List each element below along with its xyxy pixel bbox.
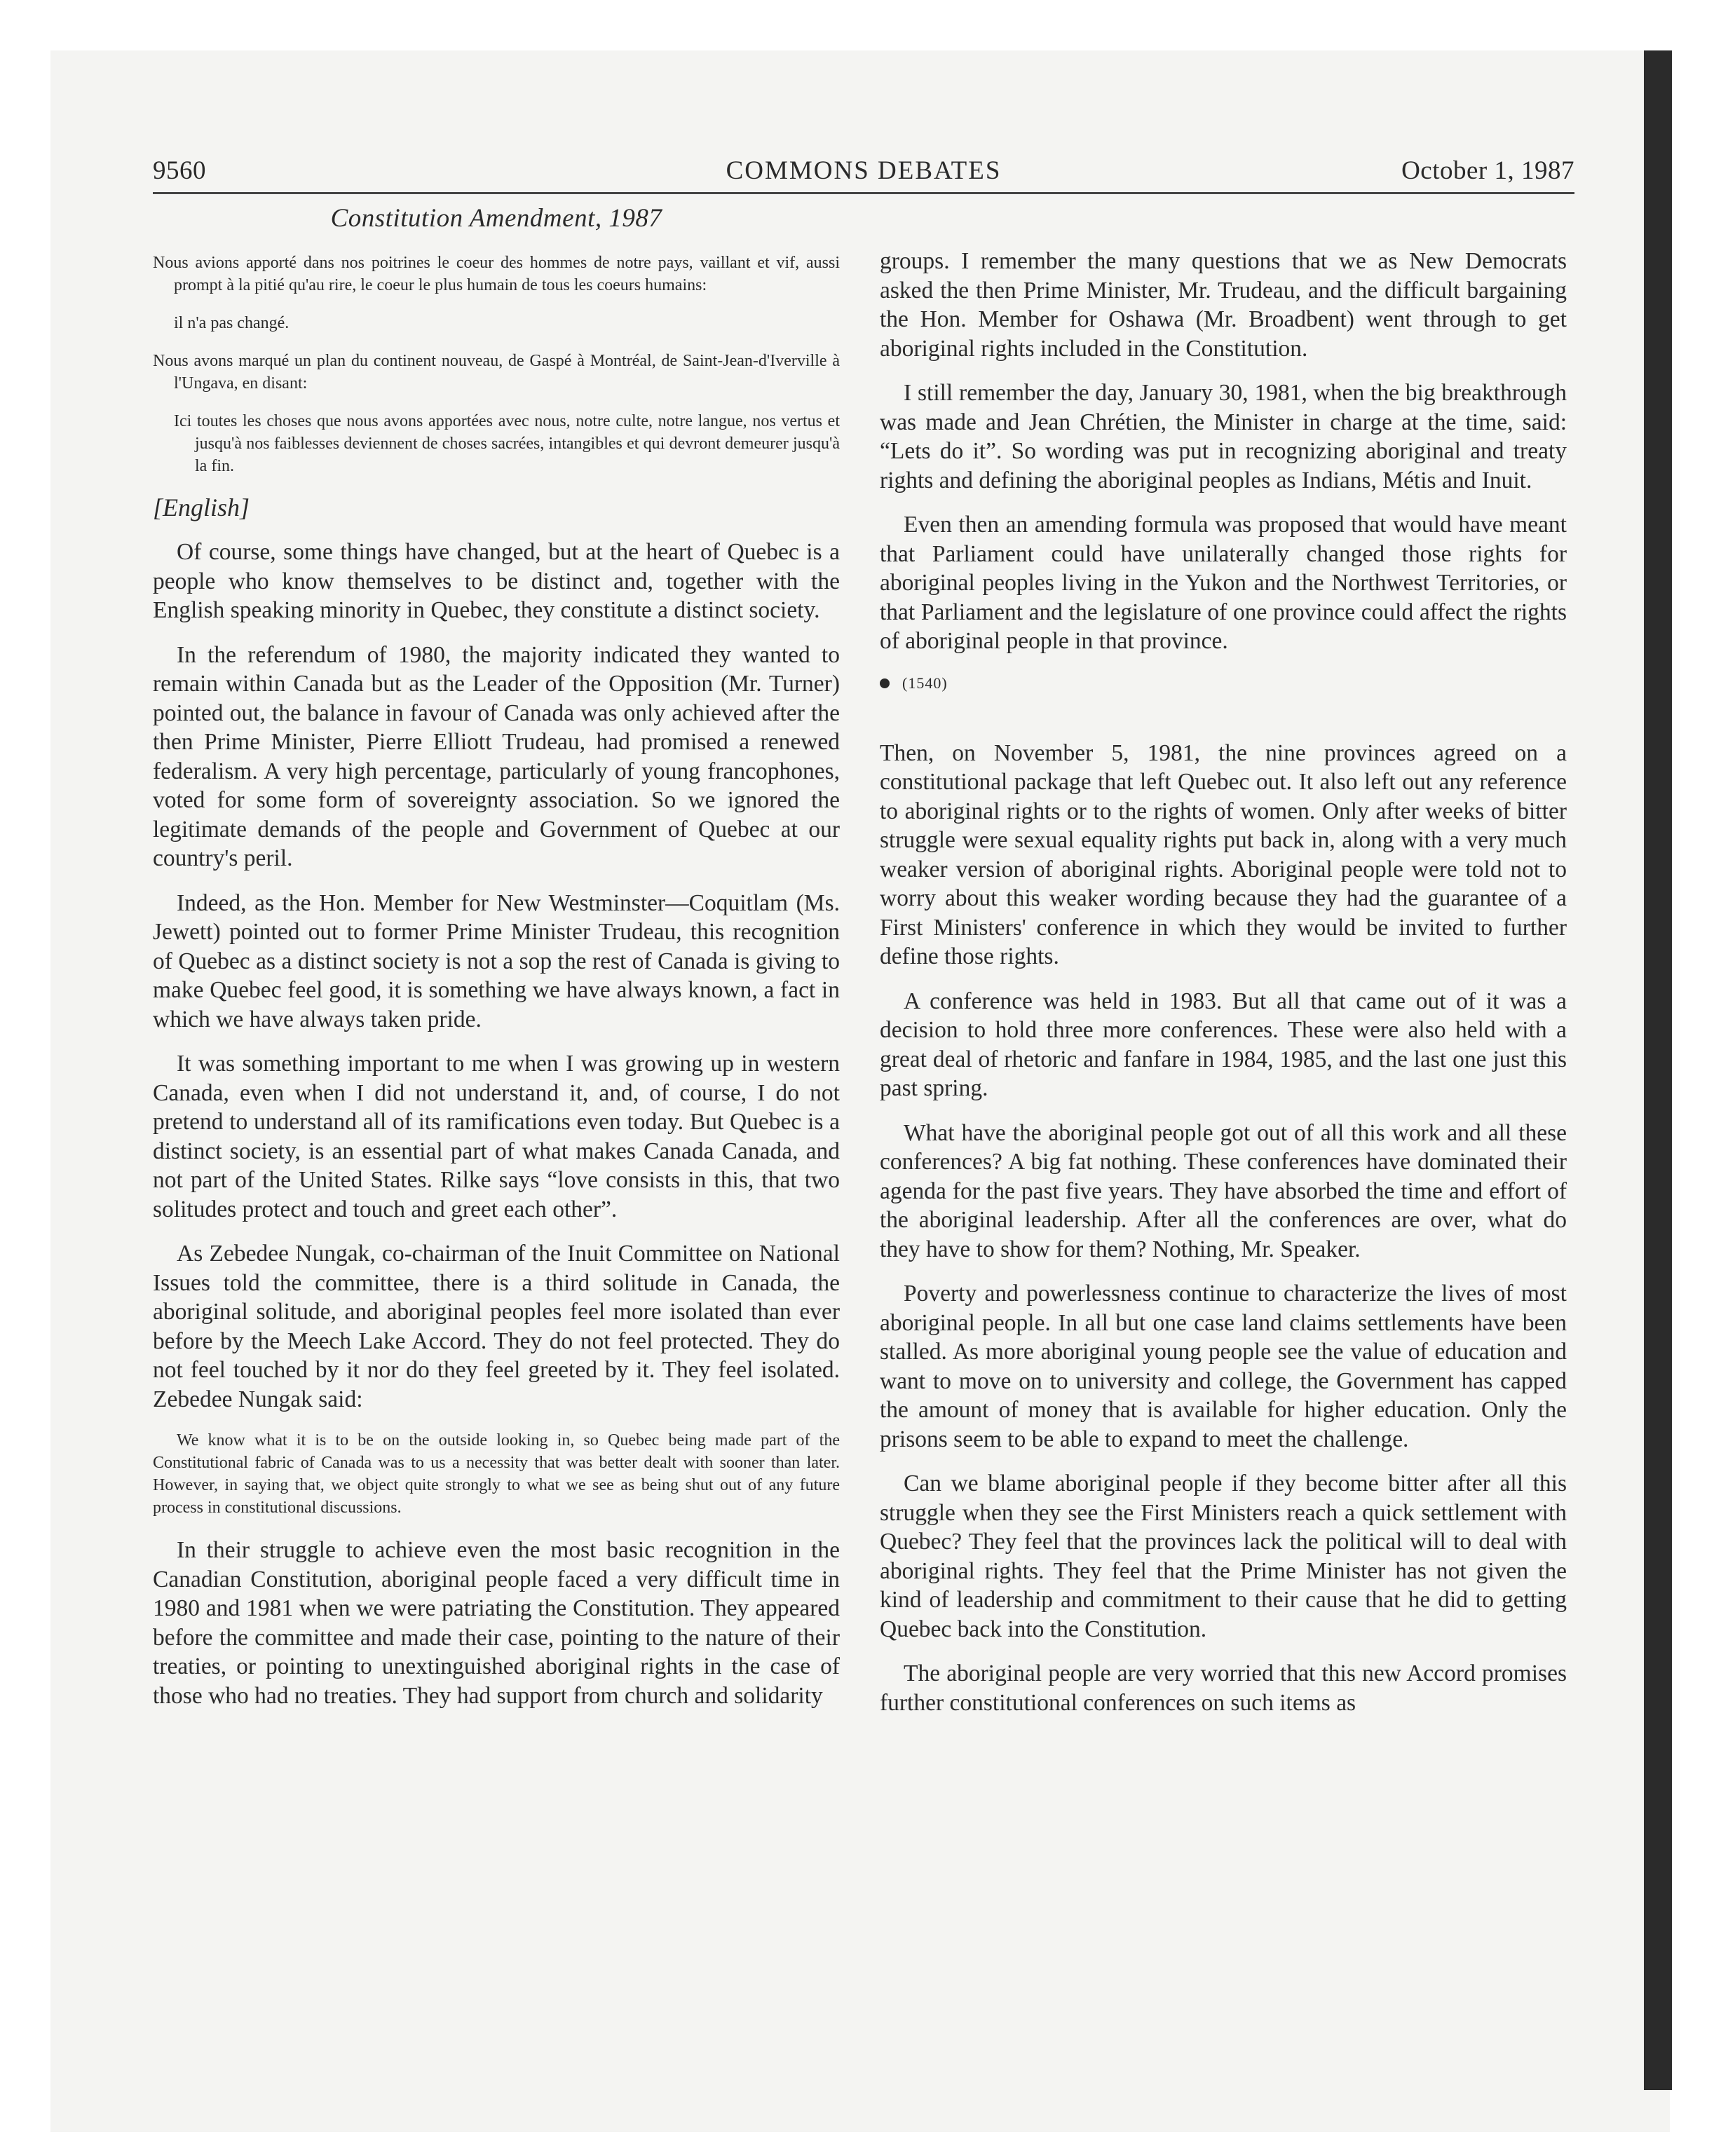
language-tag: [English] <box>153 493 250 521</box>
paragraph: Indeed, as the Hon. Member for New Westminster—Coquitlam (Ms. Jewett) pointed out to former Prime Minister Trudeau, this recognition of Quebec as a distinct society is not a sop the rest of Canada is giving to make Quebec feel good, it is something we have always known, a fact in which we have always taken pride. <box>153 889 840 1032</box>
paragraph: What have the aboriginal people got out of all this work and all these conferences? A big fat nothing. These conferences have dominated their agenda for the past five years. They have absorbed the time and effort of the aboriginal leadership. After all the conferences are over, what do they have to show for them? Nothing, Mr. Speaker. <box>880 1119 1567 1262</box>
timestamp-label: (1540) <box>902 674 948 692</box>
french-verse-3: Nous avons marqué un plan du continent nouveau, de Gaspé à Montréal, de Saint-Jean-d'Iverville à l'Ungava, en disant: <box>153 352 840 393</box>
bullet-icon <box>880 678 890 688</box>
section-subject: Constitution Amendment, 1987 <box>330 204 662 233</box>
left-column <box>153 203 840 1726</box>
paragraph: Even then an amending formula was proposed that would have meant that Parliament could have unilaterally changed those rights for aboriginal peoples living in the Yukon and the Northwest Territories, or that Parliament and the legislature of one province could affect the rights of aboriginal people in that province. <box>880 512 1567 654</box>
header-date: October 1, 1987 <box>1401 156 1574 185</box>
paragraph: A conference was held in 1983. But all that came out of it was a decision to hold three more conferences. These were also held with a great deal of rhetoric and fanfare in 1984, 1985, and the last one just this past spring. <box>880 988 1567 1101</box>
paragraph-continuation: groups. I remember the many questions that we as New Democrats asked the then Prime Minister, Mr. Trudeau, and the difficult bargaining the Hon. Member for Oshawa (Mr. Broadbent) went through to get aboriginal rights included in the Constitution. <box>880 248 1567 362</box>
paragraph: I still remember the day, January 30, 1981, when the big breakthrough was made and Jean Chrétien, the Minister in charge at the time, said: “Lets do it”. So wording was put in recognizing aboriginal and treaty rights and defining the aboriginal peoples as Indians, Métis and Inuit. <box>880 380 1567 493</box>
paragraph: Then, on November 5, 1981, the nine provinces agreed on a constitutional package that left Quebec out. It also left out any reference to aboriginal rights or to the rights of women. Only after weeks of bitter struggle were sexual equality rights put back in, along with a very much weaker version of aboriginal rights. Aboriginal people were told not to worry about this weaker wording because they had the guarantee of a First Ministers' conference in which they would be invited to further define those rights. <box>880 739 1567 969</box>
paragraph: Of course, some things have changed, but at the heart of Quebec is a people who know themselves to be distinct and, together with the English speaking minority in Quebec, they constitute a distinct society. <box>153 539 840 623</box>
publication-title: COMMONS DEBATES <box>726 156 1002 185</box>
right-column <box>880 247 1567 1733</box>
paragraph: In the referendum of 1980, the majority indicated they wanted to remain within Canada but as the Leader of the Opposition (Mr. Turner) pointed out, the balance in favour of Canada was only achieved after the then Prime Minister, Pierre Elliott Trudeau, had promised a renewed federalism. A very high percentage, particularly of young francophones, voted for some form of sovereignty association. So we ignored the legitimate demands of the people and Government of Quebec at our country's peril. <box>153 641 840 871</box>
french-verse-4: Ici toutes les choses que nous avons apportées avec nous, notre culte, notre langue, nos vertus et jusqu'à nos faiblesses deviennent de choses sacrées, intangibles et qui devront demeurer jusqu'à la fin. <box>174 412 840 475</box>
paragraph: The aboriginal people are very worried that this new Accord promises further constitutional conferences on such items as <box>880 1660 1567 1716</box>
paragraph: In their struggle to achieve even the most basic recognition in the Canadian Constitution, aboriginal people faced a very difficult time in 1980 and 1981 when we were patriating the Constitution. They appeared before the committee and made their case, pointing to the nature of their treaties, or pointing to unextinguished aboriginal rights in the case of those who had no treaties. They had support from church and solidarity <box>153 1537 840 1709</box>
running-header <box>153 153 1574 194</box>
french-verse-1: Nous avions apporté dans nos poitrines le coeur des hommes de notre pays, vaillant et vif, aussi prompt à la pitié qu'au rire, le coeur le plus humain de tous les coeurs humains: <box>153 254 840 294</box>
page-number: 9560 <box>153 156 206 185</box>
time-marker <box>880 674 1567 692</box>
french-verse-2: il n'a pas changé. <box>174 314 290 332</box>
paragraph: Poverty and powerlessness continue to characterize the lives of most aboriginal people. In all but one case land claims settlements have been stalled. As more aboriginal young people see the value of education and want to move on to university and college, the Government has capped the amount of money that is available for higher education. Only the prisons seem to be able to expand to meet the challenge. <box>880 1281 1567 1452</box>
paragraph: It was something important to me when I was growing up in western Canada, even when I did not understand it, and, of course, I do not pretend to understand all of its ramifications even today. But Quebec is a distinct society, is an essential part of what makes Canada Canada, and not part of the United States. Rilke says “love consists in this, that two solitudes protect and touch and greet each other”. <box>153 1051 840 1222</box>
block-quote: We know what it is to be on the outside looking in, so Quebec being made part of the Constitutional fabric of Canada was to us a necessity that was better dealt with sooner than later. However, in saying that, we object quite strongly to what we see as being shut out of any future process in constitutional discussions. <box>153 1431 840 1517</box>
paragraph: Can we blame aboriginal people if they become bitter after all this struggle when they see the First Ministers reach a quick settlement with Quebec? They feel that the provinces lack the political will to deal with aboriginal rights. They feel that the Prime Minister has not given the kind of leadership and commitment to their cause that he did to getting Quebec back into the Constitution. <box>880 1471 1567 1642</box>
paragraph: As Zebedee Nungak, co-chairman of the Inuit Committee on National Issues told the committee, there is a third solitude in Canada, the aboriginal solitude, and aboriginal peoples feel more isolated than ever before by the Meech Lake Accord. They do not feel protected. They do not feel touched by it nor do they feel greeted by it. They feel isolated. Zebedee Nungak said: <box>153 1241 840 1412</box>
